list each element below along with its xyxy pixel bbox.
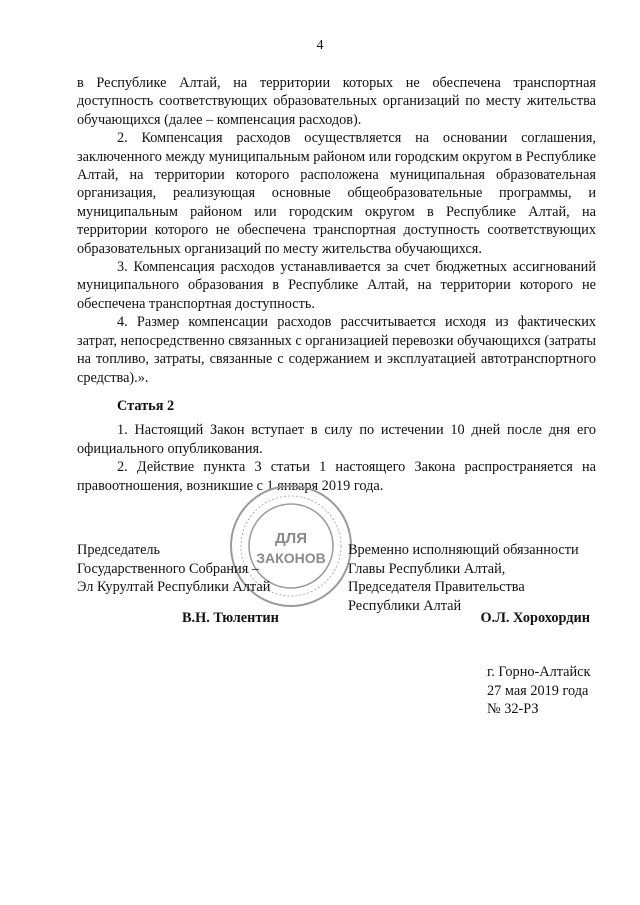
page-number: 4 [316, 38, 324, 53]
footer-place: г. Горно-Алтайск [487, 664, 591, 680]
signatory-name-left: В.Н. Тюлентин [182, 610, 279, 626]
signature-left-line: Эл Курултай Республики Алтай [77, 579, 271, 596]
footer-number: № 32-РЗ [487, 701, 539, 718]
article2-paragraph-2: 2. Действие пункта 3 статьи 1 настоящего Закона распространяется на правоотношения, возникшие с 1 января 2019 года. [77, 459, 596, 494]
signatory-name-right: О.Л. Хорохордин [480, 610, 590, 626]
document-body [77, 74, 596, 495]
stamp-text-1: ДЛЯ [275, 530, 307, 547]
document-footer [487, 663, 590, 719]
article-heading: Статья 2 [117, 397, 175, 414]
signature-right-line: Республики Алтай [348, 597, 462, 614]
stamp-text-2: ЗАКОНОВ [256, 550, 326, 566]
article2-paragraph-1: 1. Настоящий Закон вступает в силу по истечении 10 дней после дня его официального опубликования. [77, 422, 596, 457]
signature-right-line: Председателя Правительства [348, 579, 525, 596]
paragraph-3: 3. Компенсация расходов устанавливается за счет бюджетных ассигнований муниципального образования в Республике Алтай, на территории которого не обеспечена транспортная доступность. [77, 259, 596, 312]
signature-right-line: Временно исполняющий обязанности [348, 542, 579, 558]
paragraph-4: 4. Размер компенсации расходов рассчитывается исходя из фактических затрат, непосредственно связанных с организацией перевозки обучающихся (затраты на топливо, затраты, связанные с содержанием и эксплуатацией автотранспортного средства).». [77, 314, 596, 386]
signature-left-line: Председатель [77, 542, 161, 558]
paragraph-continuation: в Республике Алтай, на территории которых не обеспечена транспортная доступность соответствующих образовательных организаций по месту жительства обучающихся (далее – компенсация расходов). [77, 75, 596, 128]
footer-date: 27 мая 2019 года [487, 682, 589, 699]
signature-left-title [77, 541, 327, 597]
paragraph-2: 2. Компенсация расходов осуществляется на основании соглашения, заключенного между муниципальным районом или городским округом в Республике Алтай, на территории которого расположена муниципальная образовательная организация, реализующая основные общеобразовательные программы, и муниципальным районом или городским округом в Республике Алтай, на территории которого не обеспечена транспортная доступность соответствующих образовательных организаций по месту жительства обучающихся. [77, 130, 596, 257]
signature-left-line: Государственного Собрания – [77, 560, 260, 577]
signature-right-title [348, 541, 608, 615]
signature-right-line: Главы Республики Алтай, [348, 560, 506, 577]
